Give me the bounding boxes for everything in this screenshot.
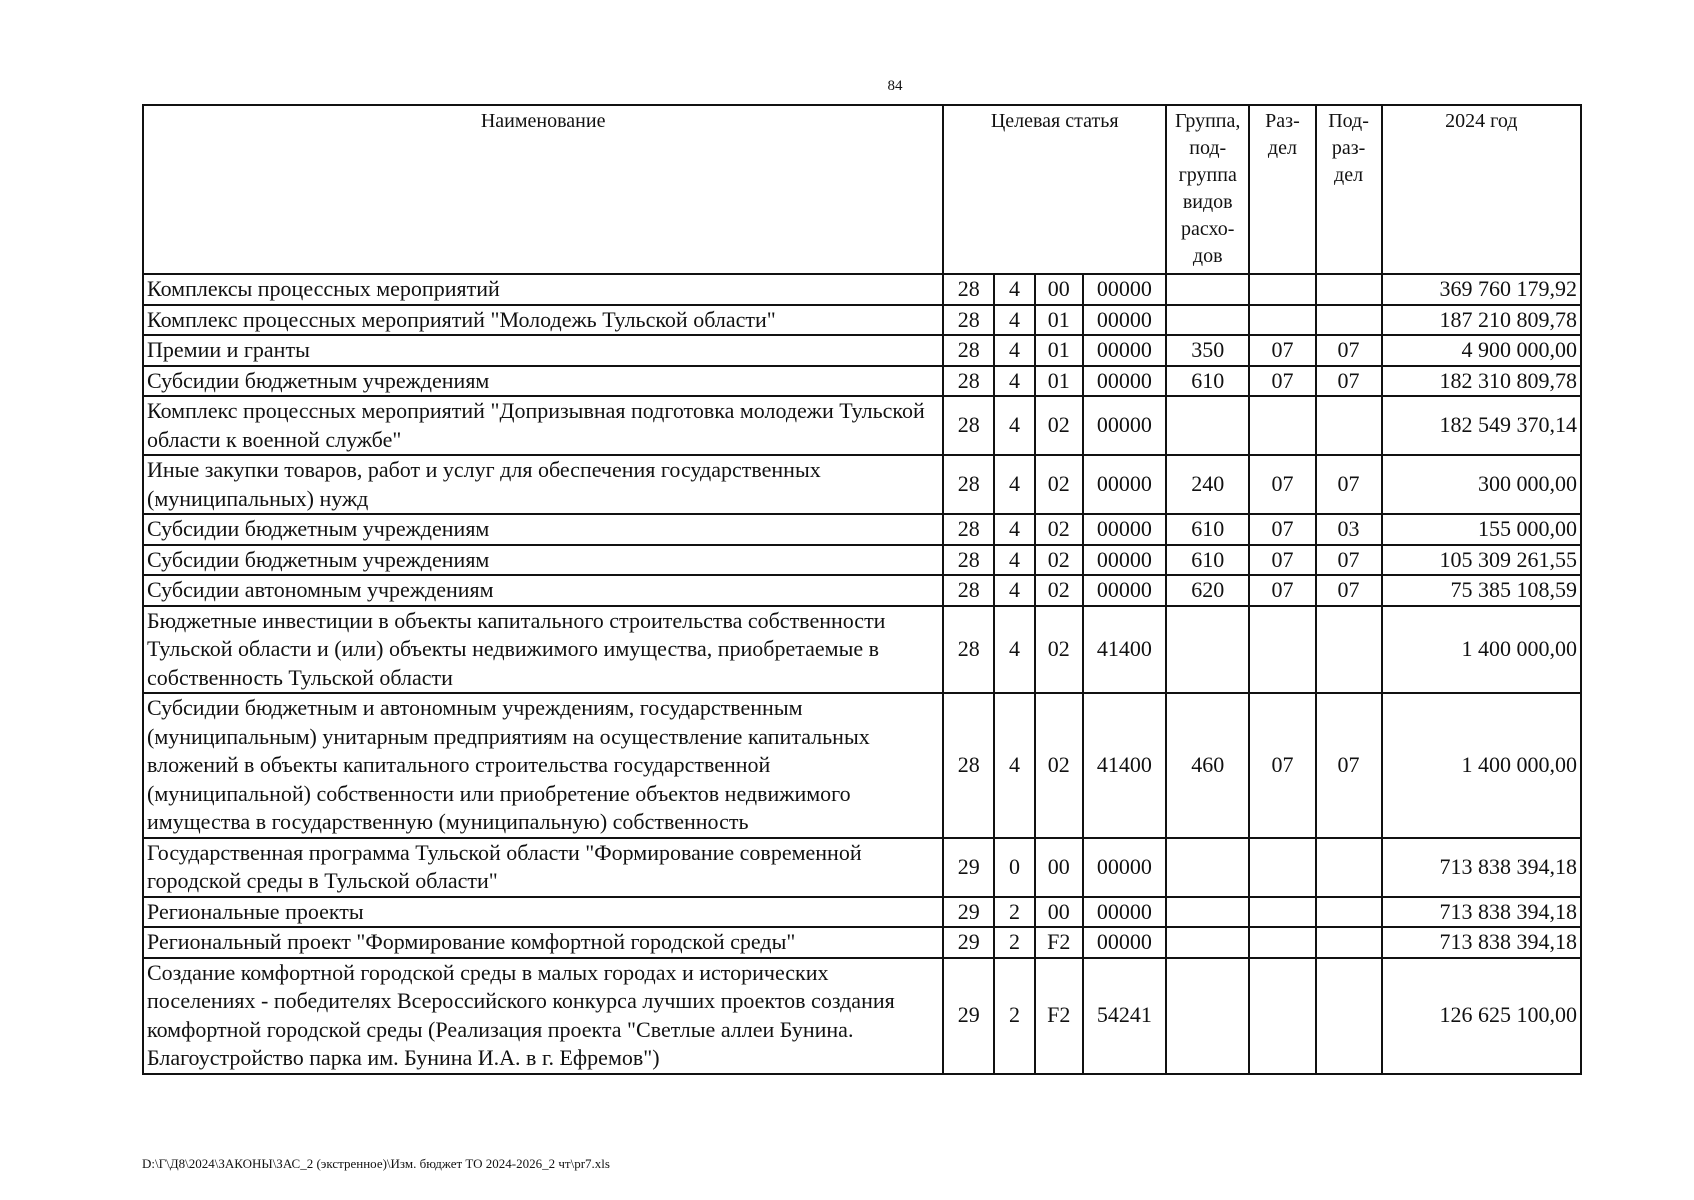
target-subprogram: 4 [994,545,1035,576]
target-subprogram: 4 [994,514,1035,545]
amount-2024: 187 210 809,78 [1382,305,1581,336]
section [1249,927,1315,958]
target-direction: 41400 [1083,693,1166,838]
table-header-row [143,105,1581,274]
expense-group [1166,396,1249,455]
amount-2024: 1 400 000,00 [1382,693,1581,838]
target-event: 00 [1035,274,1083,305]
header-section: Раз-дел [1249,105,1315,274]
subsection [1316,927,1382,958]
target-program: 28 [943,514,994,545]
section [1249,897,1315,928]
target-program: 29 [943,927,994,958]
amount-2024: 1 400 000,00 [1382,606,1581,694]
section [1249,274,1315,305]
section: 07 [1249,335,1315,366]
row-name: Субсидии бюджетным учреждениям [143,514,943,545]
expense-group [1166,305,1249,336]
row-name: Комплекс процессных мероприятий "Допризывная подготовка молодежи Тульской области к военной службе" [143,396,943,455]
table-row [143,575,1581,606]
subsection [1316,958,1382,1074]
expense-group [1166,606,1249,694]
target-program: 28 [943,274,994,305]
subsection: 07 [1316,693,1382,838]
target-program: 28 [943,366,994,397]
subsection: 07 [1316,545,1382,576]
subsection: 03 [1316,514,1382,545]
amount-2024: 369 760 179,92 [1382,274,1581,305]
section [1249,396,1315,455]
amount-2024: 713 838 394,18 [1382,838,1581,897]
subsection [1316,606,1382,694]
section: 07 [1249,366,1315,397]
expense-group: 610 [1166,545,1249,576]
amount-2024: 182 310 809,78 [1382,366,1581,397]
row-name: Комплексы процессных мероприятий [143,274,943,305]
table-row [143,305,1581,336]
subsection [1316,305,1382,336]
row-name: Премии и гранты [143,335,943,366]
target-subprogram: 4 [994,455,1035,514]
amount-2024: 182 549 370,14 [1382,396,1581,455]
subsection [1316,897,1382,928]
table-row [143,274,1581,305]
row-name: Региональный проект "Формирование комфортной городской среды" [143,927,943,958]
row-name: Бюджетные инвестиции в объекты капитального строительства собственности Тульской области и (или) объекты недвижимого имущества, приобретаемые в собственность Тульской области [143,606,943,694]
table-row [143,455,1581,514]
row-name: Региональные проекты [143,897,943,928]
target-program: 28 [943,693,994,838]
target-program: 28 [943,396,994,455]
target-event: 02 [1035,545,1083,576]
table-body [143,274,1581,1074]
target-event: 02 [1035,455,1083,514]
target-subprogram: 4 [994,366,1035,397]
subsection: 07 [1316,366,1382,397]
target-direction: 00000 [1083,927,1166,958]
section [1249,838,1315,897]
target-event: 02 [1035,693,1083,838]
section: 07 [1249,455,1315,514]
target-subprogram: 2 [994,927,1035,958]
section: 07 [1249,545,1315,576]
target-direction: 00000 [1083,366,1166,397]
expense-group: 350 [1166,335,1249,366]
target-program: 28 [943,575,994,606]
target-direction: 00000 [1083,455,1166,514]
section: 07 [1249,575,1315,606]
table-row [143,606,1581,694]
subsection [1316,274,1382,305]
page-number: 84 [887,78,903,94]
target-event: 00 [1035,838,1083,897]
amount-2024: 126 625 100,00 [1382,958,1581,1074]
row-name: Создание комфортной городской среды в малых городах и исторических поселениях - победителях Всероссийского конкурса лучших проектов создания комфортной городской среды (Реализация проекта "Светлые аллеи Бунина. Благоустройство парка им. Бунина И.А. в г. Ефремов") [143,958,943,1074]
target-event: 00 [1035,897,1083,928]
target-event: 01 [1035,335,1083,366]
target-subprogram: 2 [994,958,1035,1074]
table-row [143,335,1581,366]
amount-2024: 155 000,00 [1382,514,1581,545]
target-subprogram: 4 [994,606,1035,694]
amount-2024: 300 000,00 [1382,455,1581,514]
section [1249,305,1315,336]
target-direction: 00000 [1083,305,1166,336]
row-name: Комплекс процессных мероприятий "Молодежь Тульской области" [143,305,943,336]
target-subprogram: 2 [994,897,1035,928]
target-subprogram: 0 [994,838,1035,897]
expense-group [1166,838,1249,897]
target-subprogram: 4 [994,305,1035,336]
target-subprogram: 4 [994,274,1035,305]
table-row [143,693,1581,838]
row-name: Государственная программа Тульской области "Формирование современной городской среды в Тульской области" [143,838,943,897]
target-direction: 54241 [1083,958,1166,1074]
expense-group: 240 [1166,455,1249,514]
table-row [143,897,1581,928]
header-year-2024: 2024 год [1382,105,1581,274]
target-program: 28 [943,545,994,576]
target-direction: 00000 [1083,897,1166,928]
expense-group [1166,274,1249,305]
target-subprogram: 4 [994,396,1035,455]
header-target-article: Целевая статья [943,105,1166,274]
target-event: 02 [1035,396,1083,455]
table-row [143,396,1581,455]
row-name: Субсидии бюджетным учреждениям [143,545,943,576]
budget-table [142,104,1582,1075]
row-name: Иные закупки товаров, работ и услуг для обеспечения государственных (муниципальных) нужд [143,455,943,514]
amount-2024: 4 900 000,00 [1382,335,1581,366]
subsection [1316,396,1382,455]
table-row [143,514,1581,545]
target-event: 02 [1035,606,1083,694]
header-subsection: Под-раз-дел [1316,105,1382,274]
table-row [143,927,1581,958]
table-row [143,958,1581,1074]
target-program: 28 [943,606,994,694]
target-subprogram: 4 [994,693,1035,838]
header-name: Наименование [143,105,943,274]
expense-group: 610 [1166,514,1249,545]
file-path-footer: D:\Г\Д8\2024\ЗАКОНЫ\ЗАС_2 (экстренное)\Изм. бюджет ТО 2024-2026_2 чт\pr7.xls [142,1156,610,1171]
row-name: Субсидии бюджетным учреждениям [143,366,943,397]
target-program: 29 [943,958,994,1074]
table-row [143,545,1581,576]
target-program: 29 [943,838,994,897]
target-program: 28 [943,455,994,514]
target-subprogram: 4 [994,335,1035,366]
target-event: F2 [1035,927,1083,958]
target-event: F2 [1035,958,1083,1074]
subsection: 07 [1316,335,1382,366]
target-direction: 00000 [1083,545,1166,576]
target-direction: 00000 [1083,274,1166,305]
amount-2024: 75 385 108,59 [1382,575,1581,606]
target-event: 01 [1035,305,1083,336]
target-program: 28 [943,335,994,366]
target-direction: 00000 [1083,335,1166,366]
section [1249,606,1315,694]
table-row [143,366,1581,397]
target-direction: 00000 [1083,514,1166,545]
section: 07 [1249,693,1315,838]
amount-2024: 105 309 261,55 [1382,545,1581,576]
expense-group: 610 [1166,366,1249,397]
target-subprogram: 4 [994,575,1035,606]
subsection: 07 [1316,575,1382,606]
target-direction: 00000 [1083,575,1166,606]
subsection [1316,838,1382,897]
table-row [143,838,1581,897]
subsection: 07 [1316,455,1382,514]
amount-2024: 713 838 394,18 [1382,927,1581,958]
amount-2024: 713 838 394,18 [1382,897,1581,928]
header-expense-group: Группа, под-группа видов расхо-дов [1166,105,1249,274]
target-program: 29 [943,897,994,928]
expense-group [1166,927,1249,958]
target-event: 02 [1035,575,1083,606]
section [1249,958,1315,1074]
expense-group: 460 [1166,693,1249,838]
section: 07 [1249,514,1315,545]
expense-group [1166,958,1249,1074]
expense-group: 620 [1166,575,1249,606]
row-name: Субсидии бюджетным и автономным учреждениям, государственным (муниципальным) унитарным предприятиям на осуществление капитальных вложений в объекты капитального строительства государственной (муниципальной) собственности или приобретение объектов недвижимого имущества в государственную (муниципальную) собственность [143,693,943,838]
expense-group [1166,897,1249,928]
target-program: 28 [943,305,994,336]
target-direction: 41400 [1083,606,1166,694]
target-event: 01 [1035,366,1083,397]
target-event: 02 [1035,514,1083,545]
target-direction: 00000 [1083,396,1166,455]
row-name: Субсидии автономным учреждениям [143,575,943,606]
target-direction: 00000 [1083,838,1166,897]
